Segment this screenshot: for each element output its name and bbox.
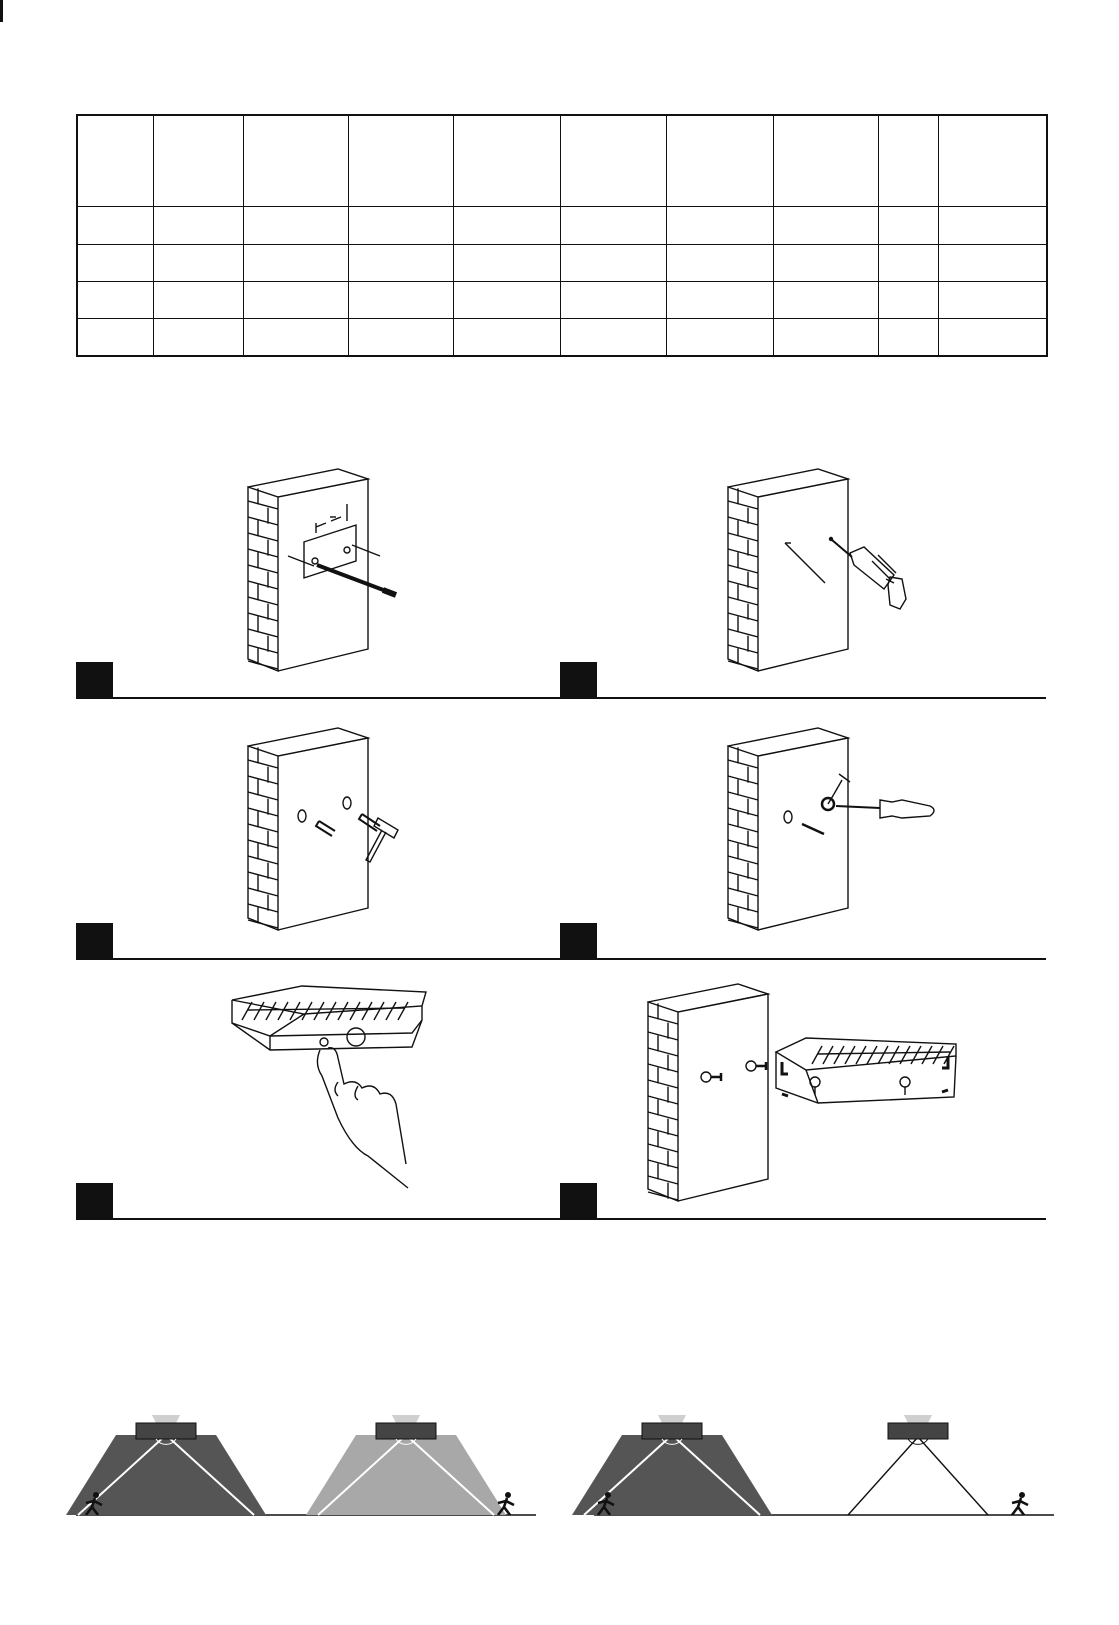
table-cell bbox=[243, 281, 348, 318]
press-power-button-icon bbox=[76, 970, 562, 1220]
table-cell bbox=[454, 244, 561, 281]
table-cell bbox=[666, 207, 773, 244]
step-badge bbox=[560, 923, 597, 960]
table-header-row bbox=[77, 115, 1047, 207]
table-cell bbox=[773, 281, 878, 318]
table-row bbox=[77, 207, 1047, 244]
table-cell bbox=[77, 207, 153, 244]
running-person-icon bbox=[1012, 1492, 1028, 1515]
table-cell bbox=[77, 319, 153, 356]
step-badge bbox=[76, 923, 113, 960]
table-cell bbox=[879, 281, 939, 318]
sensor-diagram-left bbox=[76, 1415, 536, 1545]
table-cell bbox=[454, 115, 561, 207]
table-cell bbox=[561, 281, 666, 318]
step-badge bbox=[76, 662, 113, 699]
table-cell bbox=[939, 207, 1047, 244]
table-cell bbox=[879, 319, 939, 356]
table-cell bbox=[561, 207, 666, 244]
table-cell bbox=[939, 115, 1047, 207]
table-cell bbox=[666, 281, 773, 318]
table-cell bbox=[879, 115, 939, 207]
table-row bbox=[77, 244, 1047, 281]
step-divider bbox=[76, 1218, 562, 1220]
step-divider bbox=[560, 697, 1046, 699]
table-cell bbox=[454, 207, 561, 244]
table-cell bbox=[939, 244, 1047, 281]
table-cell bbox=[561, 115, 666, 207]
wall-hammer-anchors-icon bbox=[76, 710, 562, 960]
step-divider bbox=[76, 697, 562, 699]
table-cell bbox=[349, 281, 454, 318]
table-cell bbox=[879, 244, 939, 281]
table-cell bbox=[349, 115, 454, 207]
step-badge bbox=[76, 1183, 113, 1220]
table-cell bbox=[77, 281, 153, 318]
table-cell bbox=[561, 319, 666, 356]
table-cell bbox=[454, 319, 561, 356]
table-cell bbox=[77, 115, 153, 207]
table-cell bbox=[939, 319, 1047, 356]
step-2-panel bbox=[560, 449, 1046, 699]
step-badge bbox=[560, 1183, 597, 1220]
motion-sensor-beam-icon bbox=[848, 1415, 988, 1515]
spec-table bbox=[76, 114, 1048, 357]
table-cell bbox=[153, 207, 243, 244]
step-5-panel bbox=[76, 970, 562, 1220]
table-cell bbox=[153, 115, 243, 207]
motion-sensor-beam-icon bbox=[66, 1415, 266, 1515]
wall-drill-icon bbox=[560, 449, 1046, 699]
table-cell bbox=[153, 244, 243, 281]
table-cell bbox=[454, 281, 561, 318]
table-row bbox=[77, 281, 1047, 318]
step-6-panel bbox=[560, 970, 1046, 1220]
step-divider bbox=[560, 1218, 1046, 1220]
table-cell bbox=[153, 319, 243, 356]
table-row bbox=[77, 319, 1047, 356]
table-cell bbox=[773, 319, 878, 356]
table-cell bbox=[561, 244, 666, 281]
sensor-diagram-right bbox=[594, 1415, 1054, 1545]
wall-mark-holes-icon bbox=[76, 449, 562, 699]
table-cell bbox=[243, 207, 348, 244]
table-cell bbox=[666, 244, 773, 281]
sensor-panel-left bbox=[76, 1415, 536, 1545]
step-divider bbox=[560, 958, 1046, 960]
table-cell bbox=[773, 244, 878, 281]
running-person-icon bbox=[498, 1492, 514, 1515]
table-cell bbox=[773, 115, 878, 207]
table-cell bbox=[153, 281, 243, 318]
hang-lamp-on-wall-icon bbox=[560, 970, 1046, 1220]
sensor-panel-right bbox=[594, 1415, 1054, 1545]
table-cell bbox=[349, 244, 454, 281]
table-cell bbox=[349, 207, 454, 244]
step-4-panel bbox=[560, 710, 1046, 960]
motion-sensor-beam-icon bbox=[572, 1415, 772, 1515]
step-divider bbox=[76, 958, 562, 960]
motion-sensor-beam-icon bbox=[306, 1415, 506, 1515]
table-cell bbox=[243, 319, 348, 356]
table-cell bbox=[879, 207, 939, 244]
table-cell bbox=[666, 115, 773, 207]
table-cell bbox=[349, 319, 454, 356]
table-cell bbox=[243, 115, 348, 207]
corner-crop-mark bbox=[0, 0, 3, 22]
table-cell bbox=[939, 281, 1047, 318]
step-3-panel bbox=[76, 710, 562, 960]
step-1-panel bbox=[76, 449, 562, 699]
table-cell bbox=[666, 319, 773, 356]
wall-screwdriver-icon bbox=[560, 710, 1046, 960]
table-cell bbox=[77, 244, 153, 281]
step-badge bbox=[560, 662, 597, 699]
table-cell bbox=[773, 207, 878, 244]
table-cell bbox=[243, 244, 348, 281]
